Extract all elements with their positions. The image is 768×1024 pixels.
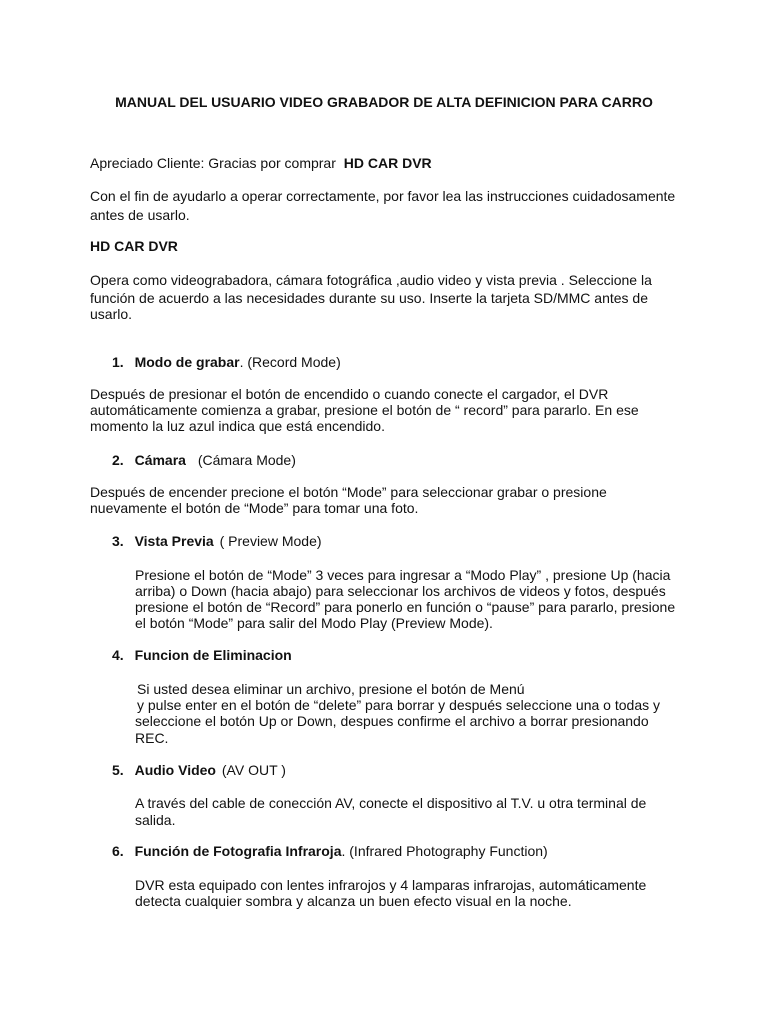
section-4-line-2: y pulse enter en el botón de “delete” para borrar y después seleccione una o todas y bbox=[137, 697, 660, 713]
section-number: 2. bbox=[112, 452, 124, 468]
section-title: Vista Previa bbox=[134, 533, 214, 549]
section-title: Funcion de Eliminacion bbox=[134, 647, 292, 663]
section-1-line-2: automáticamente comienza a grabar, presione el botón de “ record” para pararlo. En ese bbox=[90, 402, 639, 418]
section-3-line-2: arriba) o Down (hacia abajo) para seleccionar los archivos de videos y fotos, después bbox=[135, 583, 666, 599]
section-title: Modo de grabar bbox=[134, 354, 240, 370]
section-2-heading bbox=[112, 452, 296, 469]
section-6-heading bbox=[112, 843, 548, 860]
section-3-heading bbox=[112, 533, 322, 550]
intro-line-2: antes de usarlo. bbox=[90, 207, 190, 223]
section-number: 1. bbox=[112, 354, 124, 370]
section-title: Cámara bbox=[134, 452, 186, 468]
section-1-line-1: Después de presionar el botón de encendido o cuando conecte el cargador, el DVR bbox=[90, 386, 609, 402]
section-1-heading bbox=[112, 354, 341, 371]
section-4-line-4: REC. bbox=[135, 730, 169, 746]
section-number: 5. bbox=[112, 762, 124, 778]
overview-line-2: función de acuerdo a las necesidades durante su uso. Inserte la tarjeta SD/MMC antes de bbox=[90, 290, 648, 306]
section-2-line-2: nuevamente el botón de “Mode” para tomar una foto. bbox=[90, 500, 419, 516]
section-3-line-4: el botón “Mode” para salir del Modo Play (Preview Mode). bbox=[135, 615, 493, 631]
section-subtitle: . (Infrared Photography Function) bbox=[341, 843, 548, 859]
section-1-line-3: momento la luz azul indica que está encendido. bbox=[90, 418, 385, 434]
section-number: 4. bbox=[112, 647, 124, 663]
section-subtitle: . (Record Mode) bbox=[239, 354, 341, 370]
section-4-heading bbox=[112, 647, 292, 664]
greeting-text: Apreciado Cliente: Gracias por comprar bbox=[90, 155, 336, 171]
document-title: MANUAL DEL USUARIO VIDEO GRABADOR DE ALTA DEFINICION PARA CARRO bbox=[115, 94, 653, 110]
greeting-line bbox=[90, 155, 432, 172]
section-title: Audio Video bbox=[134, 762, 216, 778]
intro-line-1: Con el fin de ayudarlo a operar correctamente, por favor lea las instrucciones cuidadosamente bbox=[90, 188, 676, 204]
overview-line-3: usarlo. bbox=[90, 306, 133, 322]
section-5-line-1: A través del cable de conección AV, conecte el dispositivo al T.V. u otra terminal de bbox=[135, 795, 647, 811]
section-5-heading bbox=[112, 762, 286, 779]
section-3-line-1: Presione el botón de “Mode” 3 veces para ingresar a “Modo Play” , presione Up (hacia bbox=[135, 567, 671, 583]
section-3-line-3: presione el botón de “Record” para ponerlo en función o “pause” para pararlo, presione bbox=[135, 599, 676, 615]
section-number: 6. bbox=[112, 843, 124, 859]
section-title: Función de Fotografia Infraroja bbox=[134, 843, 342, 859]
section-subtitle: ( Preview Mode) bbox=[219, 533, 322, 549]
section-5-line-2: salida. bbox=[135, 812, 176, 828]
overview-line-1: Opera como videograbadora, cámara fotográfica ,audio video y vista previa . Seleccione la bbox=[90, 272, 652, 288]
section-heading: HD CAR DVR bbox=[90, 238, 178, 254]
section-6-line-2: detecta cualquier sombra y alcanza un buen efecto visual en la noche. bbox=[135, 893, 572, 909]
section-2-line-1: Después de encender precione el botón “Mode” para seleccionar grabar o presione bbox=[90, 484, 607, 500]
section-4-line-1: Si usted desea eliminar un archivo, presione el botón de Menú bbox=[137, 681, 525, 697]
section-subtitle: (AV OUT ) bbox=[221, 762, 286, 778]
section-6-line-1: DVR esta equipado con lentes infrarojos y 4 lamparas infrarojas, automáticamente bbox=[135, 877, 647, 893]
greeting-product: HD CAR DVR bbox=[343, 155, 432, 171]
section-number: 3. bbox=[112, 533, 124, 549]
section-4-line-3: seleccione el botón Up or Down, despues confirme el archivo a borrar presionando bbox=[135, 713, 649, 729]
section-subtitle: (Cámara Mode) bbox=[197, 452, 296, 468]
